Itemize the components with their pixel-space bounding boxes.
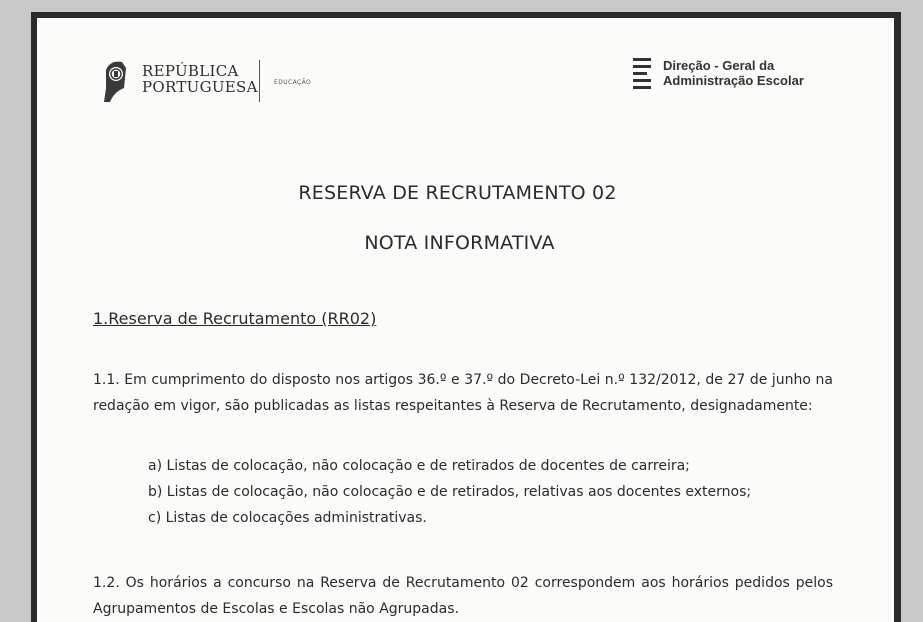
republica-portuguesa-logo-icon (100, 58, 134, 104)
republica-line1: REPÚBLICA (142, 62, 239, 80)
document-title: RESERVA DE RECRUTAMENTO 02 (298, 182, 617, 204)
paragraph-1-2: 1.2. Os horários a concurso na Reserva de Recrutamento 02 correspondem aos horários pedidos pelos Agrupamentos de Escolas e Escolas não Agrupadas. (93, 575, 833, 617)
list (148, 453, 751, 531)
republica-line2: PORTUGUESA (142, 78, 258, 96)
dgae-line1: Direção - Geral da (663, 58, 775, 73)
list-item: c) Listas de colocações administrativas. (148, 510, 427, 526)
section-heading: 1.Reserva de Recrutamento (RR02) (93, 309, 377, 328)
logo-divider (259, 60, 260, 102)
dgae-wordmark (663, 58, 804, 88)
list-item: b) Listas de colocação, não colocação e de retirados, relativas aos docentes externos; (148, 484, 752, 500)
educacao-label: EDUCAÇÃO (274, 79, 312, 86)
dgae-line2: Administração Escolar (663, 73, 804, 88)
dgae-logo-icon (633, 58, 653, 98)
document-subtitle: NOTA INFORMATIVA (364, 232, 555, 254)
list-item: a) Listas de colocação, não colocação e de retirados de docentes de carreira; (148, 458, 690, 474)
paragraph-1-1: 1.1. Em cumprimento do disposto nos artigos 36.º e 37.º do Decreto-Lei n.º 132/2012, de 27 de junho na redação em vigor, são publicadas as listas respeitantes à Reserva de Recrutamento, designadamente: (93, 372, 833, 414)
republica-portuguesa-wordmark (142, 63, 258, 95)
